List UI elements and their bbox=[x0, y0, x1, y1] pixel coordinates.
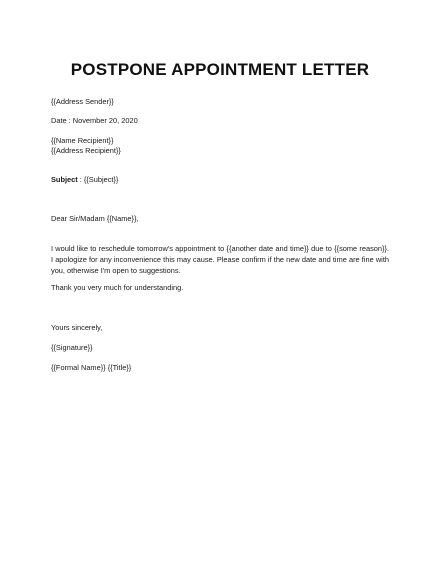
subject-label: Subject bbox=[51, 175, 78, 184]
recipient-name: {{Name Recipient}} bbox=[51, 136, 114, 145]
subject-value: : {{Subject}} bbox=[77, 175, 119, 184]
sender-address: {{Address Sender}} bbox=[51, 97, 114, 106]
letter-date: Date : November 20, 2020 bbox=[51, 116, 138, 125]
body-paragraph: I would like to reschedule tomorrow's appointment to {{another date and time}} due to {{some reason}}. I apologize for any inconvenience this may cause. Please confirm if the new date and time are fine with you, otherwise I'm open to suggestions. bbox=[51, 244, 389, 275]
signature-placeholder: {{Signature}} bbox=[51, 343, 93, 352]
closing-line: Yours sincerely, bbox=[51, 323, 103, 332]
recipient-address: {{Address Recipient}} bbox=[51, 146, 121, 155]
letter-title: POSTPONE APPOINTMENT LETTER bbox=[70, 60, 370, 79]
salutation: Dear Sir/Madam {{Name}}, bbox=[51, 214, 139, 223]
thanks-line: Thank you very much for understanding. bbox=[51, 283, 184, 292]
formal-name-title: {{Formal Name}} {{Title}} bbox=[51, 363, 132, 372]
subject-line bbox=[51, 175, 118, 184]
